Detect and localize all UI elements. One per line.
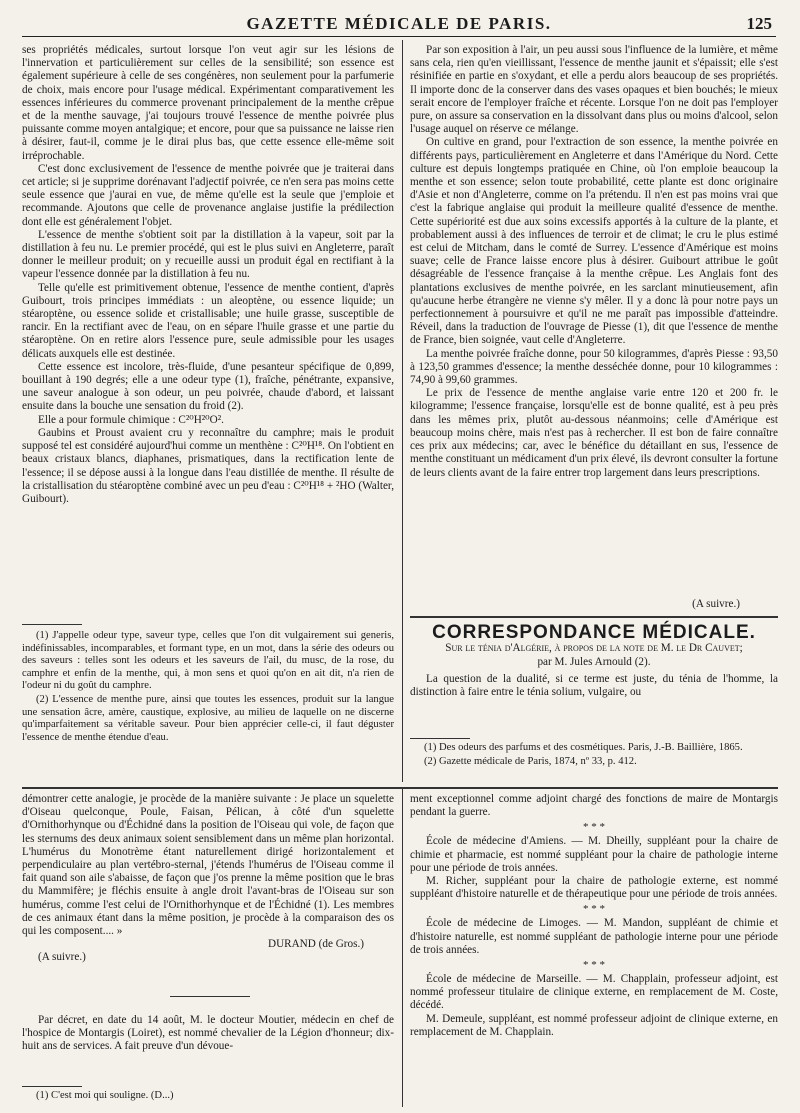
separator: [170, 996, 250, 997]
paragraph: Telle qu'elle est primitivement obtenue, l'essence de menthe contient, d'après Guibourt, trois principes immédiats : un aleoptène, ou essence liquide; un stéaroptène, ou essence solide et cristallisable; une huile grasse, susceptible de rancir. En la rectifiant avec de l'eau, on en sépare l'huile grasse et une partie du stéaroptène. On en retire alors l'essence pure, seule admissible pour les usages délicats auxquels elle est destinée.: [22, 281, 394, 360]
paragraph: démontrer cette analogie, je procède de la manière suivante : Je place un squelette d'Oiseau quelconque, Poule, Faisan, Pélican, à côté d'un squelette d'Ornithorhynque ou d'Échidné dans la position de l'Oiseau qui vole, de façon que les sternums des deux animaux soient sensiblement dans un même plan horizontal. L'humérus du Monotrème étant naturellement dirigé horizontalement et perpendiculaire au plan vertébro-sternal, j'étends l'humérus de l'Oiseau comme il fait quand son aile s'abaisse, de façon que j'os prenne la même position que le bras du Mammifère; je fléchis ensuite à angle droit l'avant-bras de l'Oiseau sur son humérus, comme l'est celui de l'Ornithorhynque et de l'Échidné (1). Les membres de ces animaux étant dans la même position, je procède à la comparaison des os qui les composent.... »: [22, 793, 394, 938]
paragraph: On cultive en grand, pour l'extraction de son essence, la menthe poivrée en différents pays, particulièrement en Angleterre et dans l'Amérique du Nord. Cette culture est depuis longtemps pratiquée en Chine, où l'on emploie beaucoup la menthe et son essence; selon toute probabilité, cette plante est donc originaire d'Asie et non d'Angleterre, comme on l'a prétendu. Il n'en est pas moins vrai que c'est la fabrique anglaise qui produit la meilleure qualité d'essence de menthe. Cette supériorité est due aux soins excessifs apportés à la culture de la plante, et probablement aussi à des influences de terroir et de climat; le cru le plus estimé est celui de Mitcham, dans le comté de Surrey. L'essence d'Amérique est moins suave; celle de France laisse encore plus à désirer. Guibourt attribue le goût désagréable de l'essence française à la menthe crêpue. Les Anglais font des plantations exclusives de menthe poivrée, en les sarclant minutieusement, afin qu'aucune herbe étrangère ne vienne s'y mêler. Il y a donc là pour notre pays un perfectionnement à poursuivre et qu'il ne me paraît pas impossible d'atteindre. Réveil, dans la traduction de l'ouvrage de Piesse (1), dit que l'essence de menthe de France, bien soignée, vaut celle d'Angleterre.: [410, 136, 778, 347]
correspondence-section: [410, 620, 778, 738]
to-be-continued: (A suivre.): [692, 598, 740, 610]
paragraph: Elle a pour formule chimique : C²⁰H²⁰O².: [38, 413, 224, 426]
asterism: * * *: [583, 821, 605, 834]
news-item: École de médecine de Limoges. — M. Mandon, suppléant de chimie et d'histoire naturelle, est nommé suppléant de pathologie interne pour une période de trois années.: [410, 917, 778, 956]
right-footnotes: [410, 742, 778, 782]
news-item: École de médecine d'Amiens. — M. Dheilly, suppléant pour la chaire de chimie et pharmacie, est nommé suppléant pour la chaire de pathologie interne pour une période de trois années.: [410, 835, 778, 874]
bottom-left-text: [22, 793, 394, 993]
footnote-divider: [22, 624, 82, 625]
bottom-left-footnote: [22, 1090, 394, 1106]
column-divider: [402, 40, 403, 782]
section-divider: [410, 616, 778, 618]
section-title: CORRESPONDANCE MÉDICALE.: [432, 622, 756, 643]
news-item: M. Demeule, suppléant, est nommé professeur adjoint de clinique externe, en remplacement de M. Chapplain.: [410, 1012, 778, 1038]
left-column-text: [22, 44, 394, 622]
paragraph: La menthe poivrée fraîche donne, pour 50 kilogrammes, d'après Piesse : 93,50 à 123,50 grammes d'essence; la menthe desséchée donne, pour 10 kilogrammes : 74,90 à 99,60 grammes.: [410, 347, 778, 387]
bottom-right-text: [410, 793, 778, 1105]
news-item: École de médecine de Marseille. — M. Chapplain, professeur adjoint, est nommé professeur titulaire de clinique externe, en remplacement de M. Coste, décédé.: [410, 973, 778, 1012]
paragraph: ses propriétés médicales, surtout lorsque l'on veut agir sur les lésions de l'innervation et particulièrement sur celles de la sensibilité; son essence est également supérieure à celle de ses congénères, non seulement pour la parfumerie de choix, mais encore pour l'usage médical. Expérimentant comparativement les essences inférieures du commerce provenant principalement de la menthe crêpue et de la menthe sauvage, j'ai toujours trouvé l'essence de menthe poivrée plus puissante comme moyen antalgique; et encore, pour que sa puissance ne laisse rien à désirer, faut-il, comme je le dirai plus bas, que cette essence elle-même soit irréprochable.: [22, 44, 394, 162]
journal-title: GAZETTE MÉDICALE DE PARIS.: [246, 14, 552, 33]
paragraph: Par décret, en date du 14 août, M. le docteur Moutier, médecin en chef de l'hospice de Montargis (Loiret), est nommé chevalier de la Légion d'honneur; dix-huit ans de services. A fait preuve d'un dévoue-: [22, 1014, 394, 1053]
paragraph: La question de la dualité, si ce terme est juste, du ténia de l'homme, la distinction à faire entre le ténia solium, vulgaire, ou: [410, 673, 778, 699]
decree-text: [22, 1014, 394, 1082]
author-signature: DURAND (de Gros.): [267, 938, 364, 951]
footnote: (1) C'est moi qui souligne. (D...): [36, 1090, 174, 1101]
paragraph: L'essence de menthe s'obtient soit par la distillation à la vapeur, soit par la distillation à feu nu. Le premier procédé, qui est le plus suivi en Angleterre, paraît donner le meilleur produit; on y recueille aussi un produit égal en rectifiant à la vapeur l'essence donnée par la distillation à feu nu.: [22, 228, 394, 281]
paragraph: Le prix de l'essence de menthe anglaise varie entre 120 et 200 fr. le kilogramme; l'essence française, lorsqu'elle est de bonne qualité, est à peu près dans les mêmes prix, plutôt au-dessous néanmoins; celle d'Amérique est beaucoup moins chère, mais n'est pas à rechercher. Il est bon de faire connaître ces prix aux médecins; car, avec le bénéfice du détaillant en sus, l'essence de menthe constituant un médicament d'un prix élevé, ils devront consulter la fortune de leurs clients avant de la faire entrer trop largement dans leurs prescriptions.: [410, 387, 778, 479]
footnote: (2) Gazette médicale de Paris, 1874, nº 33, p. 412.: [424, 755, 637, 767]
column-divider: [402, 789, 403, 1107]
paragraph: Cette essence est incolore, très-fluide, d'une pesanteur spécifique de 0,899, bouillant à 190 degrés; elle a une odeur type (1), fraîche, pénétrante, expansive, une saveur analogue à son odeur, un peu poivrée, chaude d'abord, et laissant ensuite dans la bouche une sensation du froid (2).: [22, 360, 394, 413]
left-footnotes: [22, 630, 394, 776]
section-author: par M. Jules Arnould (2).: [537, 656, 651, 669]
news-item: M. Richer, suppléant pour la chaire de pathologie externe, est nommé suppléant d'histoire naturelle et de thérapeutique pour une période de trois années.: [410, 875, 778, 901]
asterism: * * *: [583, 959, 605, 972]
paragraph: Gaubins et Proust avaient cru y reconnaître du camphre; mais le produit supposé tel est considéré aujourd'hui comme un menthène : C²⁰H¹⁸. On l'obtient en beaux cristaux blancs, diaphanes, prismatiques, dans la rectification lente de l'essence; il se dépose aussi à la longue dans l'eau distillée de menthe. Il résulte de la cristallisation du stéaroptène combiné avec un peu d'eau : C²⁰H¹⁸ + ²HO (Walter, Guibourt).: [22, 426, 394, 505]
to-be-continued: (A suivre.): [38, 951, 86, 964]
footnote-divider: [410, 738, 470, 739]
footnote: (2) L'essence de menthe pure, ainsi que toutes les essences, produit sur la langue une sensation âcre, amère, caustique, explosive, au milieu de laquelle on ne discerne qu'imparfaitement sa véritable saveur. Pour bien apprécier celle-ci, il faut déguster l'essence de menthe étendue d'eau.: [22, 693, 394, 743]
page-number: 125: [746, 14, 772, 33]
paragraph: Par son exposition à l'air, un peu aussi sous l'influence de la lumière, et même sans cela, rien qu'en vieillissant, l'essence de menthe jaunit et s'épaissit; elle s'est résinifiée en partie en s'oxydant, et elle a perdu alors beaucoup de ses propriétés. Il importe donc de la conserver dans des vases opaques et bien bouchés; le mieux serait encore de l'employer fraîche et récente. Lorsque l'on ne doit pas l'employer pure, on assure sa conservation en la dissolvant dans plus ou moins d'alcool, selon l'usage auquel on réserve ce mélange.: [410, 44, 778, 136]
asterism: * * *: [583, 903, 605, 916]
footnote-divider: [22, 1086, 82, 1087]
paragraph: ment exceptionnel comme adjoint chargé des fonctions de maire de Montargis pendant la guerre.: [410, 793, 778, 819]
section-subtitle: Sur le ténia d'Algérie, à propos de la note de M. le Dr Cauvet;: [445, 642, 743, 655]
page-header: [22, 14, 776, 37]
footnote: (1) Des odeurs des parfums et des cosmétiques. Paris, J.-B. Baillière, 1865.: [424, 742, 743, 753]
footnote: (1) J'appelle odeur type, saveur type, celles que l'on dit vulgairement sui generis, indéfinissables, incomparables, et formant type, en un mot, dans la série des odeurs ou des saveurs : telles sont les odeurs et les saveurs de l'ail, du musc, de la rose, du camphre et enfin de la menthe, qui, à mon sens et quoi qu'on en ait dit, n'a rien de l'odeur ni du goût du camphre.: [22, 630, 394, 692]
right-column-text: [410, 44, 778, 604]
paragraph: C'est donc exclusivement de l'essence de menthe poivrée que je traiterai dans cet article; si je supprime dorénavant l'adjectif poivrée, ce n'en sera pas moins cette seule essence que j'aurai en vue, de même qu'elle est la seule que j'emploie et recommande. Ajoutons que celle de provenance anglaise justifie la prédilection dont elle est généralement l'objet.: [22, 162, 394, 228]
page-section-rule: [22, 787, 778, 789]
